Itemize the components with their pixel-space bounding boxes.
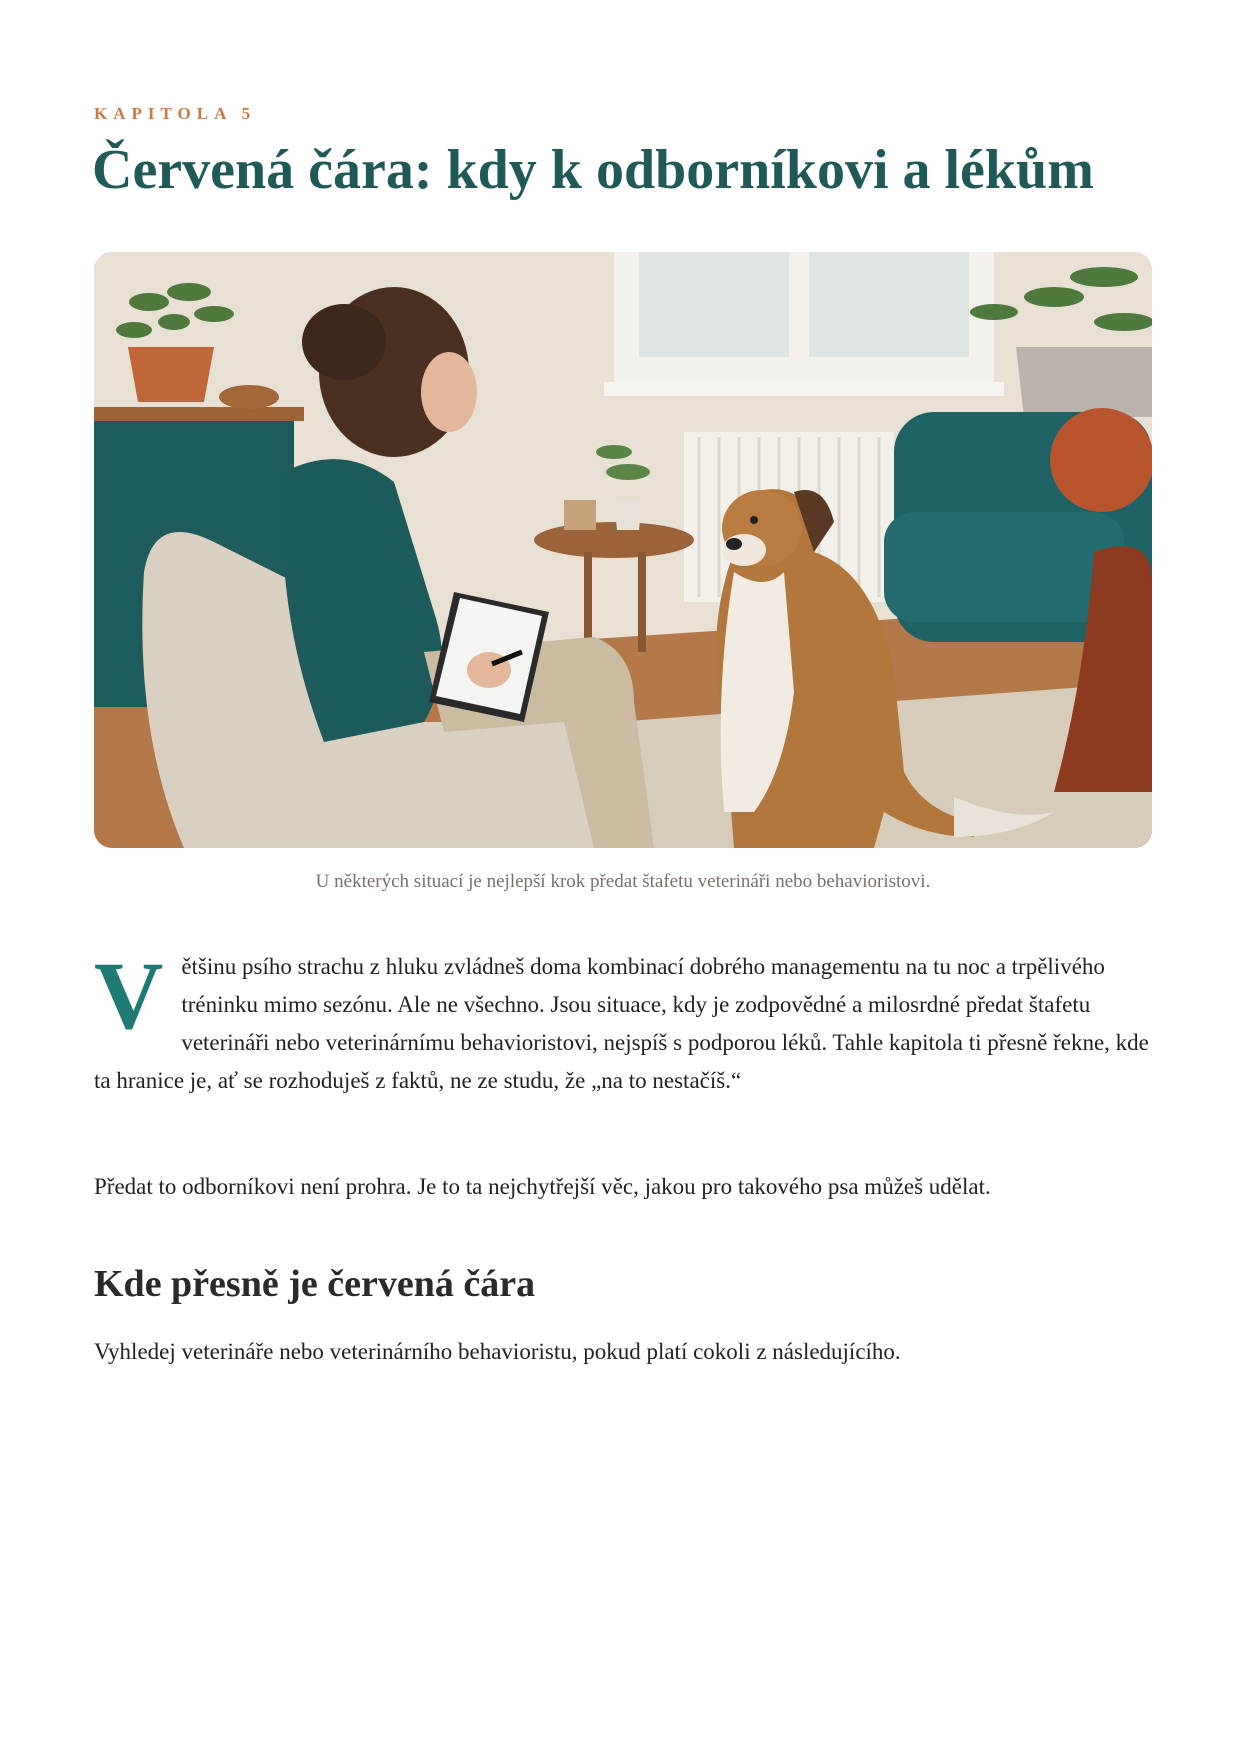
chapter-illustration — [94, 252, 1152, 848]
chapter-title: Červená čára: kdy k odborníkovi a lékům — [92, 139, 1094, 201]
intro-text: ětšinu psího strachu z hluku zvládneš doma kombinací dobrého managementu na tu noc a trpělivého tréninku mimo sezónu. Ale ne všechno. Jsou situace, kdy je zodpovědné a milosrdné předat štafetu veterináři nebo veterinárnímu behavioristovi, nejspíš s podporou léků. Tahle kapitola ti přesně řekne, kde ta hranice je, ať se rozhoduješ z faktů, ne ze studu, že „na to nestačíš.“ — [94, 954, 1149, 1093]
woman-with-clipboard-and-dog-photo-icon — [94, 252, 1152, 848]
drop-cap: V — [94, 942, 164, 1049]
figure-caption: U některých situací je nejlepší krok předat štafetu veterináři nebo behavioristovi. — [315, 871, 931, 892]
paragraph-2: Předat to odborníkovi není prohra. Je to ta nejchytřejší věc, jakou pro takového psa můžeš udělat. — [94, 1174, 991, 1199]
section-heading: Kde přesně je červená čára — [94, 1263, 536, 1305]
intro-paragraph — [94, 942, 1154, 1100]
chapter-eyebrow: KAPITOLA 5 — [94, 104, 257, 123]
section-intro-paragraph: Vyhledej veterináře nebo veterinárního behavioristu, pokud platí cokoli z následujícího. — [94, 1339, 901, 1364]
